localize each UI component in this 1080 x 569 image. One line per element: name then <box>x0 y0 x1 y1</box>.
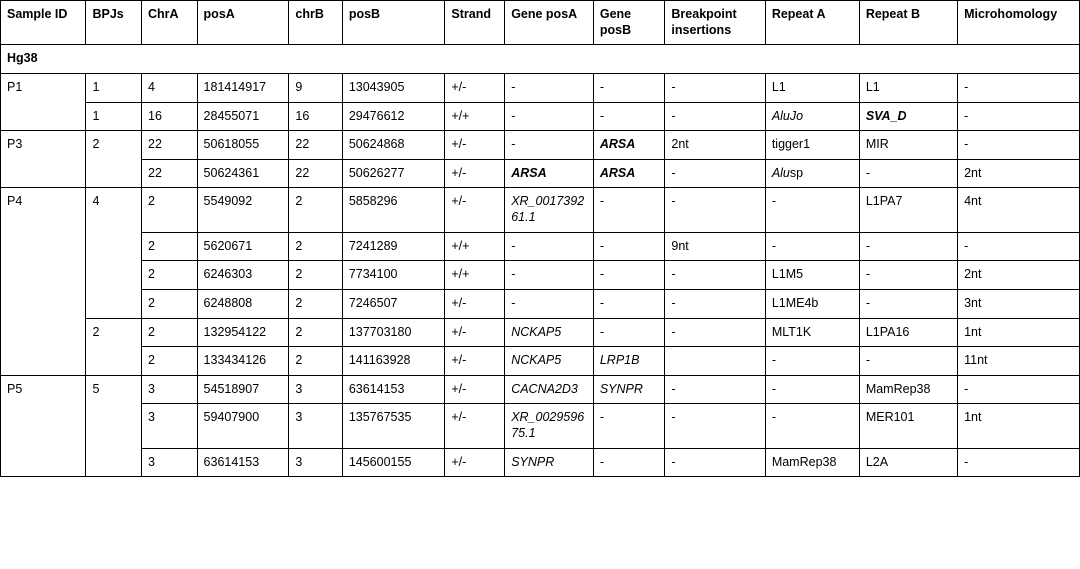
table-row <box>1 448 1080 477</box>
cell-pos-a: 5620671 <box>197 232 289 261</box>
table-row <box>1 289 1080 318</box>
cell-repeat-a: - <box>765 404 859 448</box>
cell-gene-pos-a: ARSA <box>505 159 594 188</box>
cell-repeat-b: - <box>859 159 957 188</box>
cell-pos-a: 5549092 <box>197 188 289 232</box>
cell-repeat-a: L1 <box>765 73 859 102</box>
cell-strand: +/+ <box>445 232 505 261</box>
column-header-11: Repeat B <box>859 1 957 45</box>
cell-repeat-a: Alusp <box>765 159 859 188</box>
cell-gene-pos-b: SYNPR <box>593 375 665 404</box>
cell-pos-a: 6246303 <box>197 261 289 290</box>
cell-chr-a: 2 <box>142 232 198 261</box>
cell-repeat-b: - <box>859 347 957 376</box>
cell-breakpoint-insertions: 2nt <box>665 131 765 160</box>
cell-gene-pos-b: ARSA <box>593 131 665 160</box>
cell-breakpoint-insertions <box>665 347 765 376</box>
cell-microhomology: - <box>958 232 1080 261</box>
cell-chr-b: 16 <box>289 102 342 131</box>
cell-gene-pos-a: XR_002959675.1 <box>505 404 594 448</box>
cell-chr-a: 22 <box>142 159 198 188</box>
cell-repeat-a: - <box>765 375 859 404</box>
cell-pos-a: 63614153 <box>197 448 289 477</box>
cell-bpjs: 2 <box>86 318 142 375</box>
table-row <box>1 73 1080 102</box>
cell-bpjs: 5 <box>86 375 142 477</box>
cell-strand: +/- <box>445 318 505 347</box>
cell-repeat-b: L2A <box>859 448 957 477</box>
column-header-3: posA <box>197 1 289 45</box>
cell-strand: +/- <box>445 448 505 477</box>
cell-repeat-b: - <box>859 261 957 290</box>
cell-pos-b: 13043905 <box>342 73 445 102</box>
column-header-5: posB <box>342 1 445 45</box>
cell-pos-a: 133434126 <box>197 347 289 376</box>
table-row <box>1 347 1080 376</box>
genome-build-section-row <box>1 45 1080 74</box>
cell-gene-pos-a: - <box>505 232 594 261</box>
cell-breakpoint-insertions: 9nt <box>665 232 765 261</box>
cell-microhomology: - <box>958 131 1080 160</box>
cell-strand: +/+ <box>445 261 505 290</box>
cell-breakpoint-insertions: - <box>665 188 765 232</box>
cell-chr-a: 2 <box>142 318 198 347</box>
cell-breakpoint-insertions: - <box>665 375 765 404</box>
cell-gene-pos-a: XR_001739261.1 <box>505 188 594 232</box>
column-header-2: ChrA <box>142 1 198 45</box>
cell-microhomology: 3nt <box>958 289 1080 318</box>
cell-pos-a: 54518907 <box>197 375 289 404</box>
cell-chr-b: 22 <box>289 131 342 160</box>
cell-breakpoint-insertions: - <box>665 318 765 347</box>
cell-pos-a: 6248808 <box>197 289 289 318</box>
cell-repeat-b: - <box>859 289 957 318</box>
cell-microhomology: 1nt <box>958 404 1080 448</box>
cell-strand: +/- <box>445 404 505 448</box>
cell-pos-b: 63614153 <box>342 375 445 404</box>
cell-microhomology: 2nt <box>958 261 1080 290</box>
cell-microhomology: - <box>958 73 1080 102</box>
cell-pos-b: 141163928 <box>342 347 445 376</box>
cell-sample-id: P4 <box>1 188 86 375</box>
cell-pos-b: 7734100 <box>342 261 445 290</box>
cell-pos-a: 50624361 <box>197 159 289 188</box>
cell-strand: +/- <box>445 188 505 232</box>
cell-gene-pos-a: - <box>505 73 594 102</box>
cell-gene-pos-b: - <box>593 404 665 448</box>
cell-repeat-a: tigger1 <box>765 131 859 160</box>
cell-microhomology: - <box>958 102 1080 131</box>
cell-breakpoint-insertions: - <box>665 102 765 131</box>
cell-chr-a: 2 <box>142 347 198 376</box>
cell-breakpoint-insertions: - <box>665 159 765 188</box>
table-row <box>1 261 1080 290</box>
cell-strand: +/- <box>445 159 505 188</box>
cell-strand: +/- <box>445 347 505 376</box>
cell-chr-a: 3 <box>142 448 198 477</box>
cell-sample-id: P5 <box>1 375 86 477</box>
column-header-1: BPJs <box>86 1 142 45</box>
cell-gene-pos-a: - <box>505 289 594 318</box>
cell-chr-a: 16 <box>142 102 198 131</box>
cell-pos-b: 7241289 <box>342 232 445 261</box>
cell-breakpoint-insertions: - <box>665 448 765 477</box>
column-header-0: Sample ID <box>1 1 86 45</box>
cell-gene-pos-b: - <box>593 318 665 347</box>
cell-repeat-a: L1ME4b <box>765 289 859 318</box>
cell-strand: +/+ <box>445 102 505 131</box>
cell-pos-a: 50618055 <box>197 131 289 160</box>
cell-microhomology: 1nt <box>958 318 1080 347</box>
cell-chr-b: 2 <box>289 347 342 376</box>
cell-chr-b: 2 <box>289 261 342 290</box>
cell-breakpoint-insertions: - <box>665 73 765 102</box>
cell-gene-pos-b: ARSA <box>593 159 665 188</box>
cell-strand: +/- <box>445 289 505 318</box>
cell-repeat-b: SVA_D <box>859 102 957 131</box>
cell-pos-b: 145600155 <box>342 448 445 477</box>
cell-pos-a: 132954122 <box>197 318 289 347</box>
cell-microhomology: 4nt <box>958 188 1080 232</box>
cell-breakpoint-insertions: - <box>665 404 765 448</box>
table-row <box>1 188 1080 232</box>
cell-sample-id: P3 <box>1 131 86 188</box>
cell-bpjs: 2 <box>86 131 142 188</box>
cell-repeat-b: MER101 <box>859 404 957 448</box>
table-row <box>1 131 1080 160</box>
column-header-7: Gene posA <box>505 1 594 45</box>
genome-build-label: Hg38 <box>1 45 1080 74</box>
cell-repeat-b: L1 <box>859 73 957 102</box>
cell-breakpoint-insertions: - <box>665 289 765 318</box>
cell-chr-b: 2 <box>289 318 342 347</box>
cell-chr-a: 2 <box>142 261 198 290</box>
cell-chr-b: 3 <box>289 404 342 448</box>
cell-gene-pos-b: - <box>593 73 665 102</box>
cell-repeat-a: - <box>765 232 859 261</box>
cell-chr-a: 2 <box>142 289 198 318</box>
cell-chr-b: 9 <box>289 73 342 102</box>
cell-gene-pos-b: - <box>593 102 665 131</box>
cell-repeat-a: - <box>765 347 859 376</box>
cell-gene-pos-b: - <box>593 261 665 290</box>
table-row <box>1 318 1080 347</box>
cell-pos-b: 135767535 <box>342 404 445 448</box>
cell-chr-b: 2 <box>289 232 342 261</box>
cell-pos-a: 59407900 <box>197 404 289 448</box>
cell-repeat-b: MIR <box>859 131 957 160</box>
cell-gene-pos-a: NCKAP5 <box>505 318 594 347</box>
table-header <box>1 1 1080 45</box>
table-row <box>1 232 1080 261</box>
cell-pos-b: 50626277 <box>342 159 445 188</box>
table-row <box>1 159 1080 188</box>
cell-chr-a: 22 <box>142 131 198 160</box>
cell-sample-id: P1 <box>1 73 86 130</box>
cell-gene-pos-a: - <box>505 131 594 160</box>
cell-chr-b: 3 <box>289 375 342 404</box>
cell-repeat-b: L1PA7 <box>859 188 957 232</box>
cell-chr-b: 22 <box>289 159 342 188</box>
cell-microhomology: - <box>958 448 1080 477</box>
cell-microhomology: - <box>958 375 1080 404</box>
cell-strand: +/- <box>445 375 505 404</box>
cell-gene-pos-a: SYNPR <box>505 448 594 477</box>
cell-gene-pos-b: - <box>593 289 665 318</box>
cell-pos-b: 29476612 <box>342 102 445 131</box>
cell-pos-b: 7246507 <box>342 289 445 318</box>
table-row <box>1 375 1080 404</box>
cell-strand: +/- <box>445 131 505 160</box>
cell-bpjs: 1 <box>86 102 142 131</box>
table-header-row <box>1 1 1080 45</box>
cell-repeat-b: - <box>859 232 957 261</box>
column-header-12: Microhomology <box>958 1 1080 45</box>
cell-pos-a: 28455071 <box>197 102 289 131</box>
cell-strand: +/- <box>445 73 505 102</box>
cell-bpjs: 1 <box>86 73 142 102</box>
cell-microhomology: 2nt <box>958 159 1080 188</box>
cell-microhomology: 11nt <box>958 347 1080 376</box>
column-header-8: Gene posB <box>593 1 665 45</box>
column-header-10: Repeat A <box>765 1 859 45</box>
cell-gene-pos-b: LRP1B <box>593 347 665 376</box>
cell-gene-pos-a: NCKAP5 <box>505 347 594 376</box>
table-body <box>1 45 1080 477</box>
table-row <box>1 102 1080 131</box>
cell-breakpoint-insertions: - <box>665 261 765 290</box>
cell-gene-pos-b: - <box>593 448 665 477</box>
cell-repeat-a: AluJo <box>765 102 859 131</box>
cell-repeat-a: MLT1K <box>765 318 859 347</box>
cell-chr-a: 3 <box>142 375 198 404</box>
column-header-4: chrB <box>289 1 342 45</box>
cell-chr-b: 3 <box>289 448 342 477</box>
column-header-6: Strand <box>445 1 505 45</box>
cell-repeat-a: - <box>765 188 859 232</box>
cell-repeat-b: L1PA16 <box>859 318 957 347</box>
cell-pos-b: 137703180 <box>342 318 445 347</box>
table-row <box>1 404 1080 448</box>
cell-chr-a: 2 <box>142 188 198 232</box>
cell-pos-b: 5858296 <box>342 188 445 232</box>
cell-repeat-b: MamRep38 <box>859 375 957 404</box>
cell-pos-a: 181414917 <box>197 73 289 102</box>
cell-pos-b: 50624868 <box>342 131 445 160</box>
cell-gene-pos-a: CACNA2D3 <box>505 375 594 404</box>
cell-repeat-a: MamRep38 <box>765 448 859 477</box>
cell-gene-pos-b: - <box>593 232 665 261</box>
cell-gene-pos-b: - <box>593 188 665 232</box>
cell-chr-a: 4 <box>142 73 198 102</box>
cell-gene-pos-a: - <box>505 261 594 290</box>
cell-bpjs: 4 <box>86 188 142 318</box>
column-header-9: Breakpoint insertions <box>665 1 765 45</box>
cell-chr-b: 2 <box>289 188 342 232</box>
cell-repeat-a: L1M5 <box>765 261 859 290</box>
cell-chr-b: 2 <box>289 289 342 318</box>
cell-gene-pos-a: - <box>505 102 594 131</box>
cell-chr-a: 3 <box>142 404 198 448</box>
